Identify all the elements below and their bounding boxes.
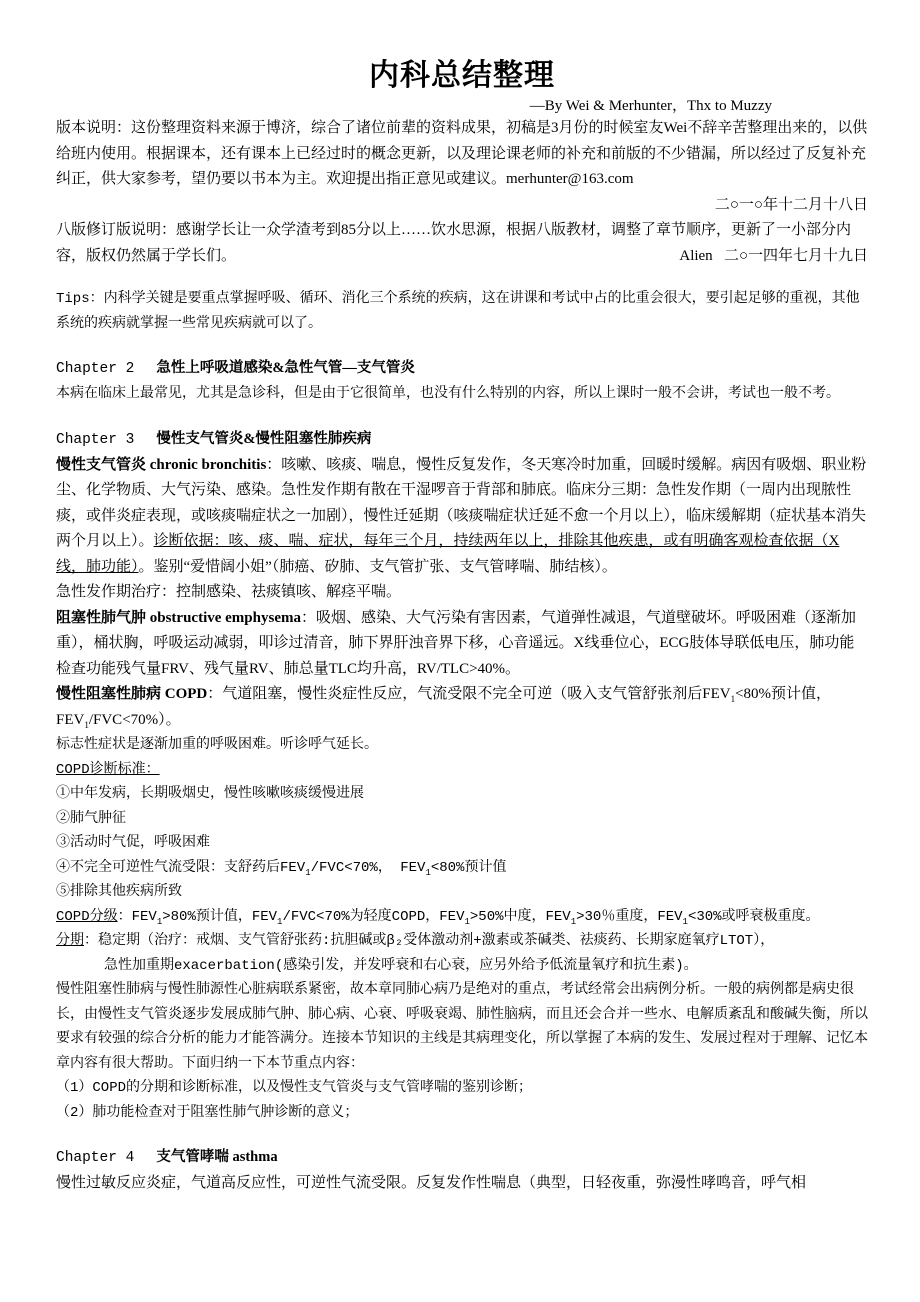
hallmark-symptom: 标志性症状是逐渐加重的呼吸困难。听诊呼气延长。	[56, 737, 378, 753]
revision-note	[56, 218, 868, 269]
chapter-4-title: 支气管哮喘 asthma	[156, 1149, 278, 1165]
subscript: 1	[84, 719, 89, 730]
byline: —By Wei & Merhunter，Thx to Muzzy	[529, 98, 772, 114]
emphysema-term: 阻塞性肺气肿 obstructive emphysema	[56, 609, 301, 626]
spacer	[56, 1125, 868, 1145]
stage-text: ：稳定期（治疗：戒烟、支气管舒张药:抗胆碱或β₂受体激动剂+激素或茶碱类、祛痰药、长期家庭氧疗LTOT），	[84, 933, 775, 949]
subscript: 1	[464, 916, 470, 927]
copd-grading	[56, 905, 868, 930]
date-1: 二○一○年十二月十八日	[714, 196, 868, 213]
subscript: 1	[425, 867, 431, 878]
subscript: 1	[730, 694, 736, 704]
criteria-label	[56, 758, 868, 783]
chronic-bronchitis-paragraph	[56, 453, 868, 581]
differential-diagnosis: 。鉴别“爱惜阔小姐”（肺癌、矽肺、支气管扩张、支气管哮喘、肺结核）。	[138, 558, 617, 575]
grade-b: >80%预计值，FEV	[162, 908, 278, 925]
copd-term: 慢性阻塞性肺病 COPD	[56, 686, 208, 702]
chapter-3-summary: 慢性阻塞性肺病与慢性肺源性心脏病联系紧密，故本章同肺心病乃是绝对的重点，考试经常会出病例分析。一般的病例都是病史很长，由慢性支气管炎逐步发展成肺气肿、肺心病、心衰、呼吸衰竭、肺性脑病，而且还会合并一些水、电解质紊乱和酸碱失衡，所以要求有较强的综合分析的能力才能答满分。连接本节知识的主线是其病理变化，所以掌握了本病的发生、发展过程对于理解、记忆本章内容有很大帮助。下面归纳一下本节重点内容：	[56, 982, 868, 1072]
spacer	[56, 269, 868, 287]
chapter-3-heading	[56, 427, 868, 453]
copd-text-a: ：气道阻塞，慢性炎症性反应，气流受限不完全可逆（吸入支气管舒张剂后FEV	[207, 686, 731, 702]
stage-label: 分期	[56, 933, 84, 949]
chronic-bronchitis-text: ：咳嗽、咳痰、喘息，慢性反复发作，冬天寒冷时加重，回暖时缓解。病因有吸烟、职业粉尘、化学物质、大气污染、感染。急性发作期有散在干湿啰音于背部和肺底。临床分三期：急性发作期（一周内出现脓性痰，或伴炎症表现，或咳痰喘症状之一加剧），慢性迁延期（咳痰喘症状迁延不愈一个月以上），临床缓解期（症状基本消失两个月以上）。	[56, 456, 867, 549]
c4c: <80%预计值	[430, 859, 507, 876]
chapter-4-label: Chapter 4	[56, 1150, 135, 1166]
chapter-2-label: Chapter 2	[56, 361, 135, 377]
chapter-2-title: 急性上呼吸道感染&急性气管—支气管炎	[156, 360, 415, 376]
key-point-1: （1）COPD的分期和诊断标准，以及慢性支气管炎与支气管哮喘的鉴别诊断；	[56, 1080, 533, 1096]
criteria-item: ①中年发病，长期吸烟史，慢性咳嗽咳痰缓慢进展	[56, 786, 364, 802]
emphysema-text: ：吸烟、感染、大气污染有害因素，气道弹性减退，气道壁破坏。呼吸困难（逐渐加重），桶状胸，呼吸运动减弱，叩诊过清音，肺下界肝浊音界下移，心音遥远。X线垂位心，ECG肢体导联低电压，肺功能检查功能残气量FRV、残气量RV、肺总量TLC均升高，RV/TLC>40%。	[56, 609, 856, 677]
grade-e: >30％重度，FEV	[576, 908, 683, 925]
grade-c: /FVC<70%为轻度COPD，FEV	[282, 908, 465, 925]
criteria-item: ②肺气肿征	[56, 810, 126, 827]
spacer	[56, 407, 868, 427]
chapter-3-title: 慢性支气管炎&慢性阻塞性肺疾病	[156, 430, 372, 447]
chapter-4-body: 慢性过敏反应炎症，气道高反应性，可逆性气流受限。反复发作性喘息（典型，日轻夜重，弥漫性哮鸣音，呼气相	[56, 1175, 807, 1191]
subscript: 1	[277, 916, 283, 927]
document-title: 内科总结整理	[369, 58, 555, 93]
spacer	[56, 336, 868, 356]
subscript: 1	[682, 916, 688, 927]
signer-2: Alien	[679, 247, 713, 264]
exacerbation: 急性加重期exacerbation(感染引发，并发呼衰和右心衰，应另外给予低流量氧疗和抗生素)。	[104, 957, 698, 974]
chapter-3-label: Chapter 3	[56, 431, 135, 448]
copd-staging	[56, 929, 868, 954]
criteria-item: ③活动时气促，呼吸困难	[56, 835, 210, 851]
c4b: /FVC<70%， FEV	[310, 859, 426, 876]
acute-treatment: 急性发作期治疗：控制感染、祛痰镇咳、解痉平喘。	[56, 584, 402, 600]
grade-label: COPD分级	[56, 908, 118, 925]
revision-sign	[679, 244, 868, 270]
chapter-2-body: 本病在临床上最常见，尤其是急诊科，但是由于它很简单，也没有什么特别的内容，所以上课时一般不会讲，考试也一般不考。	[56, 386, 840, 402]
c4a: ④不完全可逆性气流受限：支舒药后FEV	[56, 859, 306, 876]
chapter-4-heading	[56, 1145, 868, 1171]
criteria-item: ⑤排除其他疾病所致	[56, 884, 182, 900]
document-page	[56, 56, 868, 1197]
version-note: 版本说明：这份整理资料来源于博济，综合了诸位前辈的资料成果，初稿是3月份的时候室友Wei不辞辛苦整理出来的，以供给班内使用。根据课本，还有课本上已经过时的概念更新，以及理论课老师的补充和前版的不少错漏，所以经过了反复补充纠正，供大家参考，望仍要以书本为主。欢迎提出指正意见或建议。merhunter@163.com	[56, 120, 868, 187]
diagnosis-basis: 诊断依据：咳、痰、喘、症状，每年三个月，持续两年以上，排除其他疾患，或有明确客观检查依据（X线，肺功能）	[56, 533, 840, 575]
grade-d: >50%中度，FEV	[469, 908, 571, 925]
key-point-2: （2）肺功能检查对于阻塞性肺气肿诊断的意义；	[56, 1104, 359, 1121]
date-2: 二○一四年七月十九日	[723, 247, 868, 264]
emphysema-paragraph	[56, 606, 868, 683]
subscript: 1	[156, 916, 163, 927]
chronic-bronchitis-term: 慢性支气管炎 chronic bronchitis	[56, 456, 267, 473]
copd-text-b: <80%预计值，FEV	[56, 686, 832, 728]
grade-a: ：FEV	[117, 908, 157, 925]
tips: Tips：内科学关键是要重点掌握呼吸、循环、消化三个系统的疾病，这在讲课和考试中占的比重会很大，要引起足够的重视，其他系统的疾病就掌握一些常见疾病就可以了。	[56, 291, 860, 332]
subscript: 1	[570, 916, 577, 927]
revision-text: 八版修订版说明：感谢学长让一众学渣考到85分以上……饮水思源，根据八版教材，调整了章节顺序，更新了一小部分内容，版权仍然属于学长们。	[56, 222, 852, 264]
copd-text-c: /FVC<70%）。	[88, 711, 181, 728]
subscript: 1	[305, 867, 311, 878]
criteria-label-text: COPD诊断标准：	[56, 761, 160, 778]
chapter-2-heading	[56, 356, 868, 382]
grade-f: <30%或呼衰极重度。	[687, 908, 820, 925]
criteria-item	[56, 856, 868, 881]
copd-paragraph	[56, 682, 868, 733]
